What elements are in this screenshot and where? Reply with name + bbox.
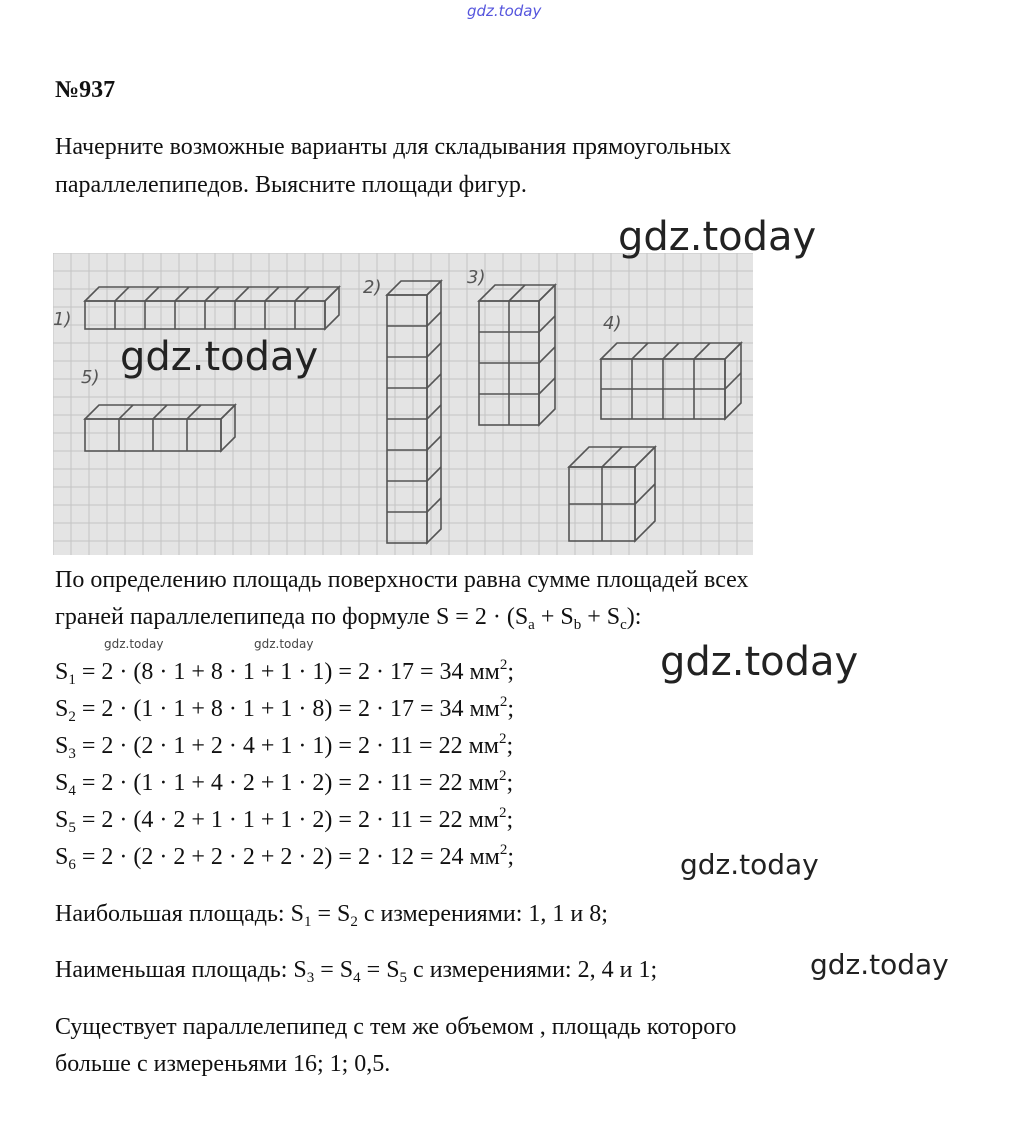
sketch-label: 4) bbox=[603, 313, 622, 334]
hand-drawn-sketch bbox=[53, 253, 753, 555]
area-formula: $S_2 = 2 \cdot (1 \cdot 1 + 8 \cdot 1 + 1 \cdot 8) = 2 \cdot 17 = 34$ $мм^2$; bbox=[55, 694, 515, 725]
area-formula: $S_6 = 2 \cdot (2 \cdot 2 + 2 \cdot 2 + 2 \cdot 2) = 2 \cdot 12 = 24$ $мм^2$; bbox=[55, 842, 515, 873]
paper bbox=[53, 253, 753, 555]
area-formula: $S_4 = 2 \cdot (1 \cdot 1 + 4 \cdot 2 + 1 \cdot 2) = 2 \cdot 11 = 22$ $мм^2$; bbox=[55, 768, 514, 799]
area-formula: $S_5 = 2 \cdot (4 \cdot 2 + 1 \cdot 1 + 1 \cdot 2) = 2 \cdot 11 = 22$ $мм^2$; bbox=[55, 805, 514, 836]
area-formula: $S_1 = 2 \cdot (8 \cdot 1 + 8 \cdot 1 + 1 \cdot 1) = 2 \cdot 17 = 34$ $мм^2$; bbox=[55, 657, 515, 688]
problem-number: №937 bbox=[55, 77, 116, 103]
sketch-label: 5) bbox=[81, 367, 100, 388]
watermark: gdz.today bbox=[120, 334, 319, 380]
conclusion-text: больше с измереньями 16; 1; 0,5. bbox=[55, 1051, 391, 1077]
sketch-label: 3) bbox=[467, 267, 486, 288]
smallest-area: Наименьшая площадь: $S_3 = S_4 = S_5$ с измерениями: 2, 4 и 1; bbox=[55, 957, 658, 986]
definition-formula: граней параллелепипеда по формуле $S = 2 \cdot (S_a + S_b + S_c)$: bbox=[55, 604, 642, 633]
sketch-label: 1) bbox=[53, 309, 72, 330]
watermark: gdz.today bbox=[810, 948, 949, 981]
watermark: gdz.today bbox=[660, 639, 859, 685]
watermark: gdz.today bbox=[467, 2, 542, 20]
definition-text: По определению площадь поверхности равна сумме площадей всех bbox=[55, 567, 749, 593]
sketch-label: 2) bbox=[363, 277, 382, 298]
watermark: gdz.today bbox=[254, 637, 314, 651]
watermark: gdz.today bbox=[104, 637, 164, 651]
watermark: gdz.today bbox=[680, 848, 819, 881]
conclusion-text: Существует параллелепипед с тем же объемом , площадь которого bbox=[55, 1014, 737, 1040]
largest-area: Наибольшая площадь: $S_1 = S_2$ с измерениями: 1, 1 и 8; bbox=[55, 901, 608, 930]
task-text: Начерните возможные варианты для складывания прямоугольных bbox=[55, 134, 732, 160]
area-formula: $S_3 = 2 \cdot (2 \cdot 1 + 2 \cdot 4 + 1 \cdot 1) = 2 \cdot 11 = 22$ $мм^2$; bbox=[55, 731, 514, 762]
watermark: gdz.today bbox=[618, 214, 817, 260]
task-text: параллелепипедов. Выясните площади фигур. bbox=[55, 172, 527, 198]
